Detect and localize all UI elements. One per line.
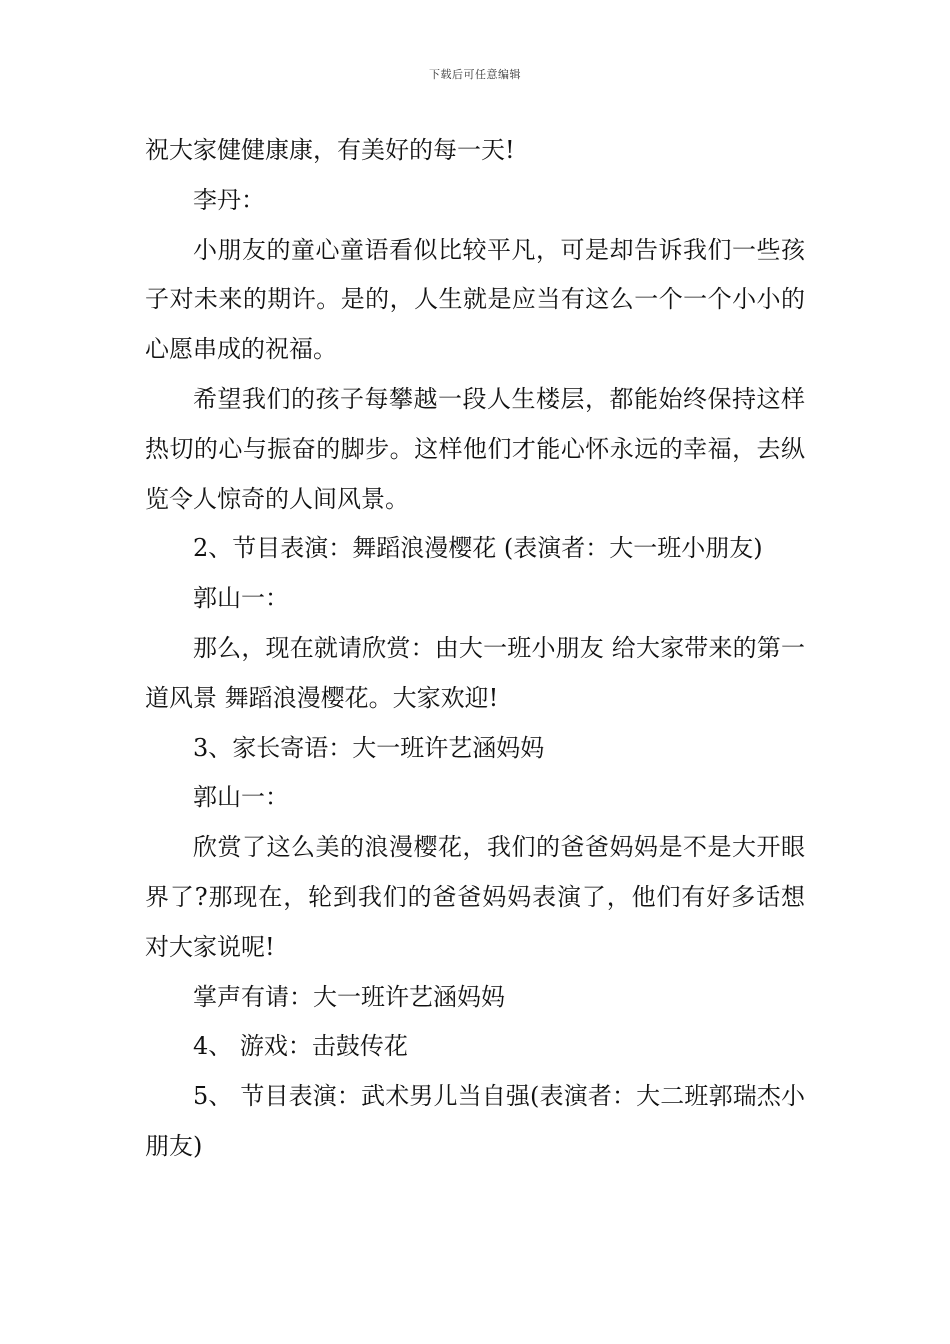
speaker-label: 郭山一： bbox=[193, 783, 289, 812]
document-body bbox=[145, 126, 805, 1172]
paragraph: 希望我们的孩子每攀越一段人生楼层，都能始终保持这样热切的心与振奋的脚步。这样他们才能心怀永远的幸福，去纵览令人惊奇的人间风景。 bbox=[145, 384, 805, 513]
paragraph: 掌声有请：大一班许艺涵妈妈 bbox=[193, 982, 505, 1011]
speaker-label: 李丹： bbox=[193, 185, 265, 214]
paragraph: 那么，现在就请欣赏：由大一班小朋友 给大家带来的第一道风景 舞蹈浪漫樱花。大家欢迎! bbox=[145, 633, 805, 712]
paragraph: 小朋友的童心童语看似比较平凡，可是却告诉我们一些孩子对未来的期许。是的，人生就是应当有这么一个一个小小的心愿串成的祝福。 bbox=[145, 235, 805, 364]
speaker-label: 郭山一： bbox=[193, 584, 289, 613]
program-item: 4、 游戏：击鼓传花 bbox=[193, 1032, 408, 1061]
program-item: 3、家长寄语：大一班许艺涵妈妈 bbox=[193, 733, 545, 762]
paragraph: 祝大家健健康康，有美好的每一天! bbox=[145, 136, 515, 164]
page-header: 下载后可任意编辑 bbox=[429, 68, 521, 81]
program-item: 2、节目表演：舞蹈浪漫樱花 (表演者：大一班小朋友) bbox=[193, 534, 763, 563]
paragraph: 欣赏了这么美的浪漫樱花，我们的爸爸妈妈是不是大开眼界了?那现在，轮到我们的爸爸妈妈表演了，他们有好多话想对大家说呢! bbox=[145, 833, 805, 961]
program-item: 5、 节目表演：武术男儿当自强(表演者：大二班郭瑞杰小朋友) bbox=[145, 1082, 805, 1160]
